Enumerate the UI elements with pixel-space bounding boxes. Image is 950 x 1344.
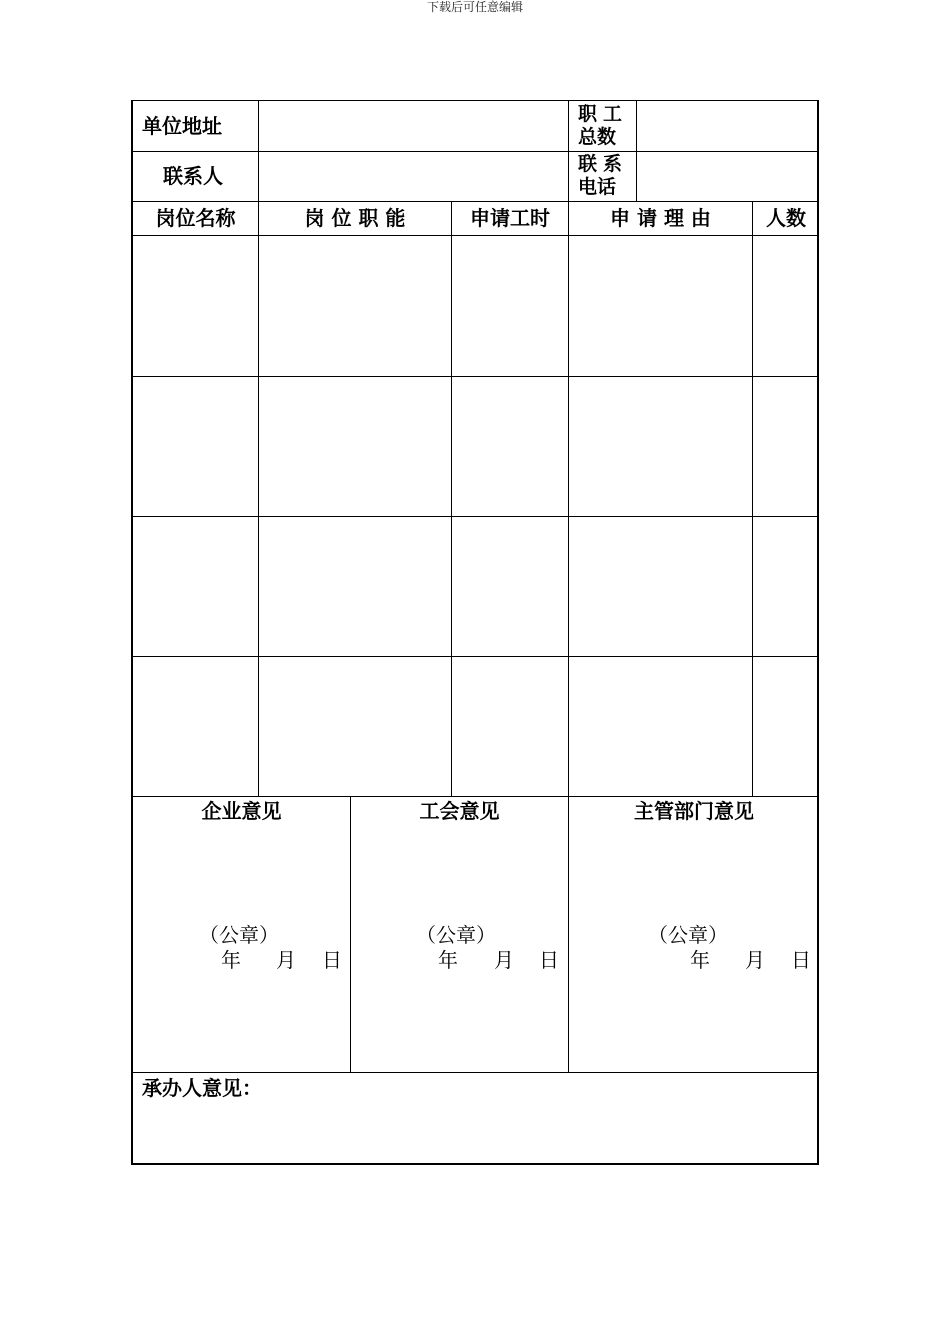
authority-date-year: 年 (690, 948, 710, 972)
union-date-month: 月 (494, 948, 514, 972)
contact-person-label: 联系人 (163, 164, 223, 188)
contact-phone-label-line2: 电话 (578, 176, 617, 198)
row-divider (133, 151, 819, 152)
authority-seal-label: （公章） (648, 923, 728, 947)
col-divider (350, 796, 351, 1072)
staff-total-label-line1: 职工 (578, 103, 629, 125)
staff-total-label-line2: 总数 (578, 126, 617, 148)
row-divider (133, 235, 819, 236)
document-top-note: 下载后可任意编辑 (426, 0, 523, 14)
enterprise-date-year: 年 (221, 948, 241, 972)
row-divider (133, 201, 819, 202)
enterprise-date-day: 日 (322, 948, 342, 972)
authority-opinion-title: 主管部门意见 (634, 799, 754, 823)
union-date-year: 年 (438, 948, 458, 972)
col-header-post-function: 岗 位 职 能 (304, 206, 406, 230)
union-opinion-title: 工会意见 (419, 799, 500, 823)
enterprise-seal-label: （公章） (199, 923, 279, 947)
contact-phone-label-line1: 联系 (578, 153, 629, 175)
enterprise-opinion-title: 企业意见 (201, 799, 282, 823)
col-header-post-name: 岗位名称 (155, 206, 236, 230)
col-divider (568, 101, 569, 1072)
row-divider (133, 1072, 819, 1073)
authority-date-month: 月 (745, 948, 765, 972)
handler-opinion-label: 承办人意见： (142, 1076, 262, 1100)
unit-address-label: 单位地址 (142, 114, 222, 138)
union-seal-label: （公章） (416, 923, 496, 947)
col-header-apply-reason: 申 请 理 由 (610, 206, 711, 230)
col-divider (636, 101, 637, 201)
authority-date-day: 日 (791, 948, 811, 972)
col-header-apply-hours: 申请工时 (470, 206, 550, 230)
row-divider (133, 656, 819, 657)
row-divider (133, 376, 819, 377)
col-header-headcount: 人数 (766, 206, 806, 230)
row-divider (133, 516, 819, 517)
col-divider (451, 201, 452, 796)
application-form-table (131, 100, 819, 1165)
col-divider (752, 201, 753, 796)
enterprise-date-month: 月 (276, 948, 296, 972)
union-date-day: 日 (539, 948, 559, 972)
row-divider (133, 796, 819, 797)
